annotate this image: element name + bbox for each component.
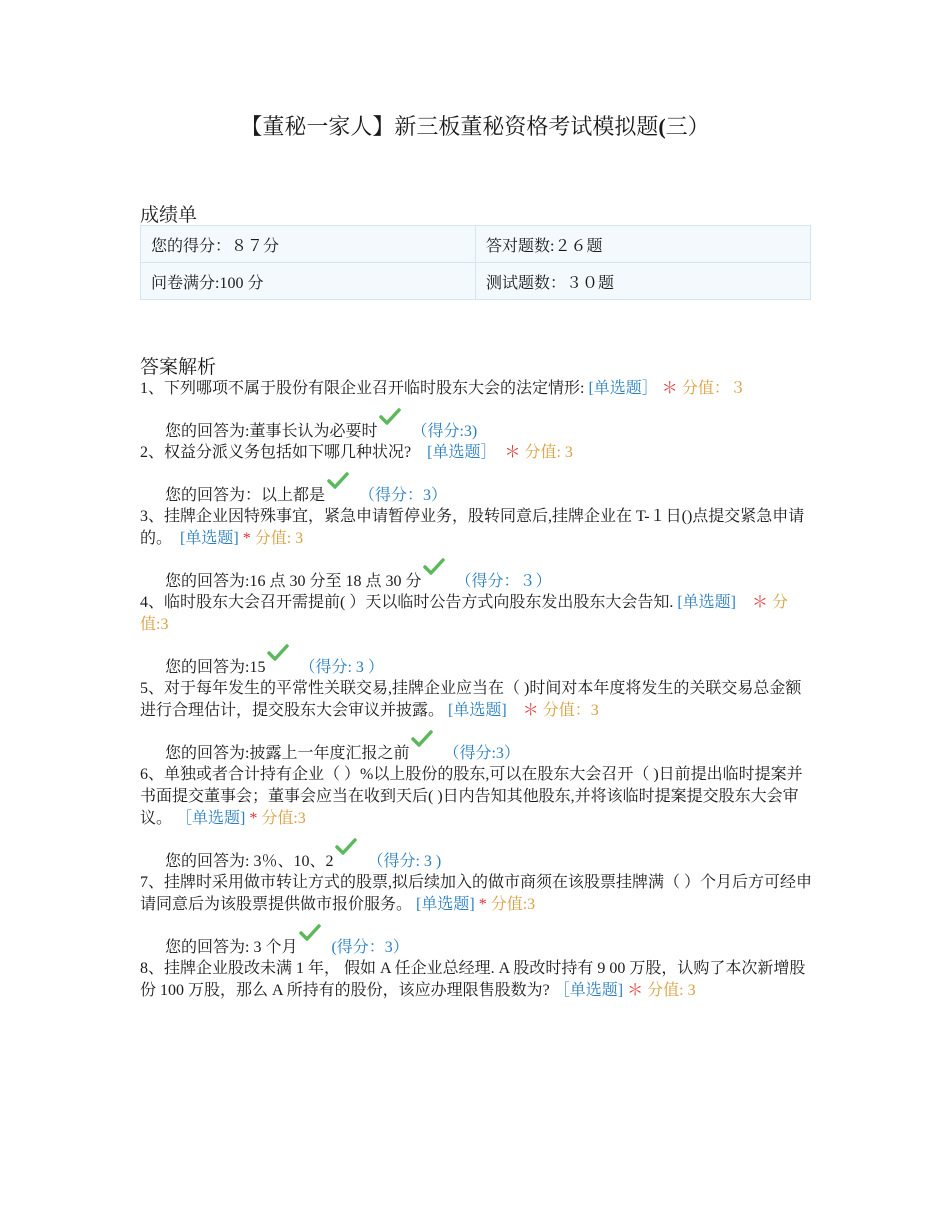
question-type-tag: [单选题] (677, 594, 737, 611)
points-earned: (得分：3） (331, 939, 409, 956)
points-earned: （得分:3) (411, 423, 478, 440)
answer-text: 您的回答为:16 点 30 分至 18 点 30 分 (165, 573, 422, 590)
question-body: 8、挂牌企业股改未满 1 年， 假如 A 任企业总经理. A 股改时持有 9 00 万股，认购了本次新增股份 100 万股，那么 A 所持有的股份，该应办理限售股数为? (140, 960, 806, 999)
question-type-tag: [单选题］ (427, 444, 489, 461)
question-text (140, 958, 812, 1002)
correct-count-cell: 答对题数:２６题 (476, 226, 811, 263)
points-earned: （得分:3） (443, 745, 520, 762)
question-list (140, 378, 812, 1002)
check-icon (335, 838, 357, 856)
check-icon (423, 558, 445, 576)
score-table (140, 225, 811, 300)
full-score-cell: 问卷满分:100 分 (141, 263, 476, 300)
required-star: ＊ (488, 444, 525, 461)
question-type-tag: [单选题］ (588, 380, 658, 397)
question-body: 7、挂牌时采用做市转让方式的股票,拟后续加入的做市商须在该股票挂牌满（ ）个月后方可经申请同意后为该股票提供做市报价服务。 (140, 874, 813, 913)
question-points: 分值: 3 (647, 982, 696, 999)
question-text (140, 872, 812, 916)
required-star: ＊ (657, 380, 682, 397)
answer-line (165, 924, 812, 956)
answer-text: 您的回答为:董事长认为必要时 (165, 423, 378, 440)
check-icon (379, 408, 401, 426)
answer-text: 您的回答为：以上都是 (165, 487, 326, 504)
question-body: 4、临时股东大会召开需提前( ）天以临时公告方式向股东发出股东大会告知. (140, 594, 678, 611)
question-type-tag: ［单选题] (553, 982, 624, 999)
required-star: * (245, 810, 262, 827)
question-points: 分值: 3 (524, 444, 573, 461)
question-type-tag: ［单选题] (176, 810, 246, 827)
points-earned: （得分：3） (359, 487, 448, 504)
page-title: 【董秘一家人】新三板董秘资格考试模拟题(三） (240, 114, 710, 139)
answer-line (165, 408, 812, 440)
required-star: * (474, 896, 491, 913)
question-points: 分值:3 (261, 810, 306, 827)
answer-text: 您的回答为:披露上一年度汇报之前 (165, 745, 410, 762)
points-earned: （得分：３） (455, 573, 552, 590)
points-earned: （得分: 3 ) (367, 853, 442, 870)
question-type-tag: [单选题] (448, 702, 507, 719)
question-text (140, 506, 812, 550)
answer-text: 您的回答为: 3％、10、2 (165, 853, 334, 870)
question-points: 分值:3 (140, 594, 789, 633)
question-body: 1、下列哪项不属于股份有限企业召开临时股东大会的法定情形: (140, 380, 589, 397)
question-text (140, 442, 812, 464)
question-text (140, 678, 812, 722)
required-star: * (238, 530, 255, 547)
question-body: 2、权益分派义务包括如下哪几种状况? (140, 444, 428, 461)
answer-text: 您的回答为:15 (165, 659, 266, 676)
question-points: 分值: 3 (254, 530, 304, 547)
answer-line (165, 644, 812, 676)
question-points: 分值：3 (542, 702, 599, 719)
your-score-cell: 您的得分：８７分 (141, 226, 476, 263)
answer-line (165, 558, 812, 590)
required-star: ＊ (506, 702, 543, 719)
required-star: ＊ (623, 982, 648, 999)
question-points: 分值:3 (490, 896, 536, 913)
question-text (140, 764, 812, 830)
score-section-heading: 成绩单 (140, 205, 198, 226)
question-type-tag: [单选题] (180, 530, 239, 547)
question-text (140, 378, 812, 400)
question-points: 分值：３ (681, 380, 746, 397)
question-type-tag: [单选题] (416, 896, 475, 913)
check-icon (267, 644, 289, 662)
answer-text: 您的回答为: 3 个月 (165, 939, 298, 956)
check-icon (299, 924, 321, 942)
required-star: ＊ (736, 594, 773, 611)
answer-line (165, 838, 812, 870)
question-body: 3、挂牌企业因特殊事宜，紧急申请暂停业务，股转同意后,挂牌企业在 T-１日()点提交紧急申请的。 (140, 508, 805, 547)
points-earned: （得分: 3 ） (299, 659, 384, 676)
check-icon (411, 730, 433, 748)
answer-line (165, 730, 812, 762)
answer-line (165, 472, 812, 504)
total-count-cell: 测试题数：３０题 (476, 263, 811, 300)
check-icon (327, 472, 349, 490)
answers-section-heading: 答案解析 (140, 357, 217, 378)
question-body: 5、对于每年发生的平常性关联交易,挂牌企业应当在（ )时间对本年度将发生的关联交易总金额进行合理估计，提交股东大会审议并披露。 (140, 680, 802, 719)
question-body: 6、单独或者合计持有企业（ ）%以上股份的股东,可以在股东大会召开（ )日前提出临时提案并书面提交董事会；董事会应当在收到天后( )日内告知其他股东,并将该临时提案提交股东大会审议。 (140, 766, 803, 827)
question-text (140, 592, 812, 636)
